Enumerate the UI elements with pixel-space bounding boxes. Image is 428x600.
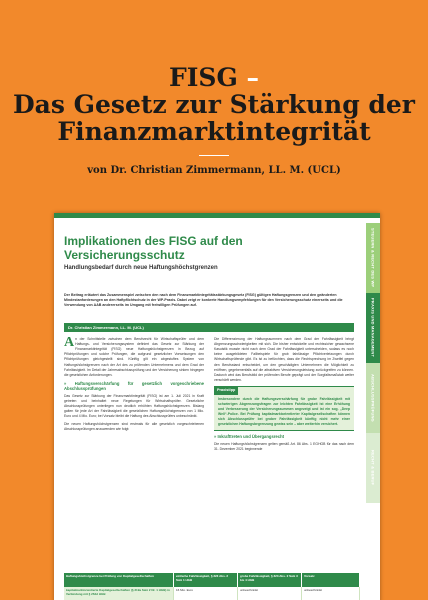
table-header-cell: grobe Fahrlässigkeit, § 323 Abs. 2 Satz 3 bis 4 HGB [238, 573, 302, 587]
right-heading-1: » Inkrafttreten und Übergangsrecht [214, 434, 285, 440]
left-heading-1: » Haftungsverschärfung für gesetzlich vorgeschriebene Abschlussprüfungen [64, 380, 204, 392]
cover-author: von Dr. Christian Zimmermann, LL. M. (UCL) [87, 165, 341, 176]
left-paragraph-1: n der Schnittstelle zwischen dem Berufsrecht für Wirtschaftsprüfer und dem Haftungs- und Versicherungssystem definiert das Gesetz zur Stärkung der Finanzmarktintegrität (FISG) neue Haftungshöchstgrenzen in Bezug auf Pflichtprüfungen und solche Prüfungen, die aufgrund gesetzlicher Vorweisungen den Pflichtprüfungen gleichgestellt sind. Künftig gilt ein abgestuftes System von Haftungshöchstgrenzen nach der Art des zu prüfenden Unternehmens und dem Grad der Fahrlässigkeit. Im Detail der Jahresabschlussprüfung und der Versicherung sinken hingegen die gesetzlichen Anforderungen. [64, 337, 204, 377]
cover-title-line3: Finanzmarktintegrität [57, 117, 371, 146]
cover-title [0, 64, 428, 145]
side-tab-2: PRAXIS UND MANAGEMENT [366, 293, 380, 363]
table-row [64, 587, 360, 600]
article-title: Implikationen des FISG auf den Versicherungsschutz [64, 234, 243, 262]
table-header-cell: Vorsatz [302, 573, 360, 587]
table-cell: unbeschränkt [302, 587, 360, 600]
article-author-bar: Dr. Christian Zimmermann, LL. M. (UCL) [64, 323, 354, 332]
table-cell: unbeschränkt [238, 587, 302, 600]
praxistipp-text: Insbesondere durch die Haftungsverschärfung für grobe Fahrlässigkeit mit schwierigen Abgrenzungsfragen zur leichten Fahrlässigkeit ist eine Erhöhung und Verbesserung der Versicherungssummen angezeigt und ist ein sog. „Deep Well“-Police. Bei Prüfung kapitalmarktorientierter Kapitalgesellschaften können sich Abschlussprüfer bei grober Fahrlässigkeit künftig nicht mehr einer gesetzlichen Haftungsbegrenzung gewiss sein – aber weiterhin versichert. [218, 396, 350, 427]
right-paragraph-2: Die neuen Haftungshöchstgrenzen gelten gemäß Art. 86 Abs. 1 EGHGB für das nach dem 31. Dezember 2021 beginnende [214, 441, 354, 451]
side-tab-3: ABSCHLUSSPRÜFUNG [366, 363, 380, 433]
right-column [214, 337, 354, 455]
side-tab-4: RECHT & BERUF [366, 433, 380, 503]
praxistipp-box [214, 386, 354, 431]
side-tab-1: STEUERN & RECHT DES WP [366, 223, 380, 293]
cover-title-fisg: FISG [168, 63, 238, 92]
article-subtitle: Handlungsbedarf durch neue Haftungshöchstgrenzen [64, 265, 218, 271]
praxistipp-label: Praxistipp [214, 387, 238, 395]
table-cell: kapitalmarktorientierte Kapitalgesellschaften (§ 319a Satz 2 Nr. 1 HGB) in Verbindung mit § 264d HGB [64, 587, 174, 600]
liability-table [64, 573, 360, 600]
left-paragraph-3: Die neuen Haftungshöchstgrenzen sind erstmals für alle gesetzlich vorgeschriebenen Abschlussprüfungen anzuwenden wie folgt: [64, 422, 204, 432]
table-header-row [64, 573, 360, 587]
cover-title-line2: Das Gesetz zur Stärkung der [13, 90, 415, 119]
title-divider [199, 155, 229, 156]
table-header-cell: einfache Fahrlässigkeit, § 323 Abs. 2 Satz 1 HGB [174, 573, 238, 587]
left-paragraph-2: Das Gesetz zur Stärkung der Finanzmarktintegrität (FISG) ist am 1. Juli 2021 in Kraft getreten und beinhaltet neue Regelungen für Wirtschaftsprüfer. Gesetzliche Abschlussprüfungen unterliegen nun deutlich erhöhten Haftungshöchstgrenzen. Bislang galten für jede Art der Fahrlässigkeit die gesetzlichen Haftungshöchstgrenzen von 1 Mio. Euro und 4 Mio. Euro; bei Vorsatz bleibt die Haftung des Abschlussprüfers unbeschränkt. [64, 393, 204, 419]
article-page-preview [54, 213, 380, 600]
cover-title-dash: – [246, 63, 260, 92]
table-header-cell: Haftungshöchstgrenze bei Prüfung von Kapitalgesellschaften [64, 573, 174, 587]
table-cell: 16 Mio. Euro [174, 587, 238, 600]
drop-cap: A [64, 335, 75, 350]
right-paragraph-1: Die Differenzierung der Haftungssummen nach dem Grad der Fahrlässigkeit bringt Abgrenzungsschwierigkeiten mit sich. Die bisher entwickelte und rechtssicher gewachsene Kasuistik musste nicht nach dem Grad der Fahrlässigkeit unterscheiden, sodass es noch keine ausgebildeten Fallbeispiele für grob fahrlässige Pflichtverletzungen durch Wirtschaftsprüfende gibt. Es ist zu befürchten, dass die Rechtsprechung im Zweifel gegen den Berufsstand entscheidet, um den geschädigten Unternehmen die Möglichkeit zu eröffnen, gegebenenfalls auf die attraktiven Versicherungsleistung zurückgreifen zu können. Dadurch wird das Berufsbild der prüfenden Berufe geprägt und der Sorgfaltsmaßstab weiter verschärft werden. [214, 337, 354, 382]
article-abstract: Der Beitrag erläutert das Zusammenspiel zwischen den nach dem Finanzmarktintegritätsstärkungsgesetz (FISG) gültigen Haftungsgrenzen und den geänderten Mindestanforderungen an den Haftpflichtschutz in der WP-Praxis. Dabei zeigt er konkrete Handlungsempfehlungen für den Versicherungsschutz einerseits und die Verwendung von AAB andererseits im Umgang mit freiwilligen Prüfungen auf. [64, 293, 343, 308]
page-top-bar [54, 213, 380, 218]
left-column [64, 337, 204, 436]
